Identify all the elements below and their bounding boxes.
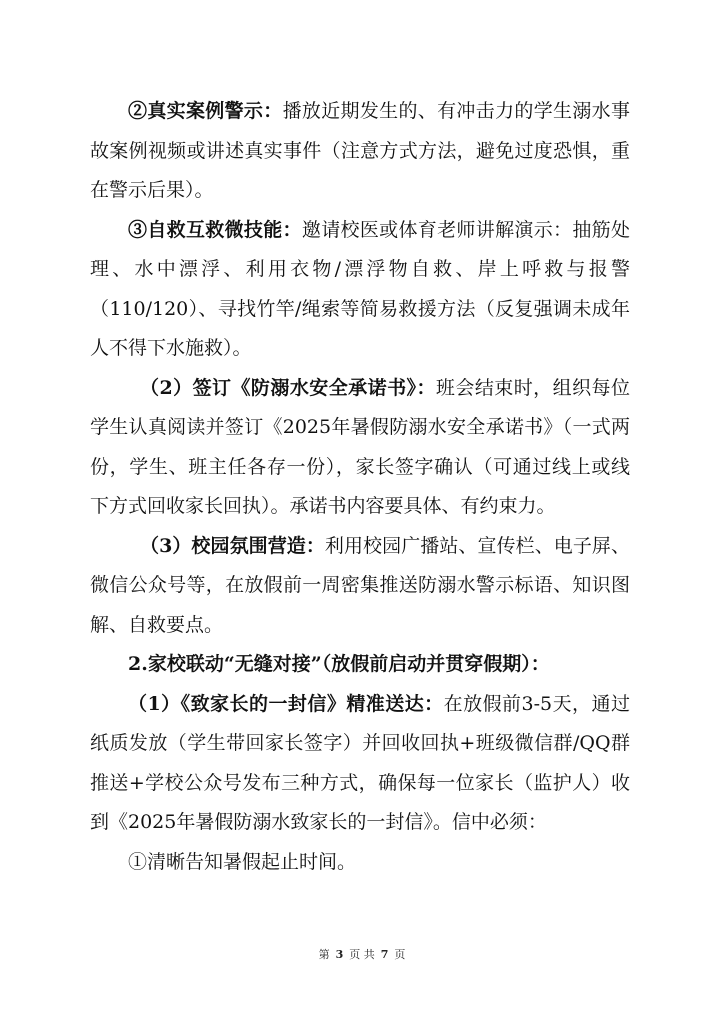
section-heading: 2.家校联动“无缝对接”（放假前启动并贯穿假期）： (128, 653, 550, 675)
paragraph-lead: （3）校园氛围营造： (140, 534, 325, 557)
paragraph-body: 班会结束时，组织每位学生认真阅读并签订《2025年暑假防溺水安全承诺书》（一式两份，学生、班主任各存一份），家长签字确认（可通过线上或线下方式回收家长回执）。承诺书内容要具体、有约束力。 (90, 376, 630, 517)
paragraph-item-vacation-dates (90, 843, 630, 883)
page-footer (0, 946, 724, 962)
paragraph-parent-letter (90, 685, 630, 843)
paragraph-lead: （2）签订《防溺水安全承诺书》： (140, 376, 436, 399)
paragraph-body: ①清晰告知暑假起止时间。 (128, 850, 357, 873)
document-page (90, 92, 630, 882)
paragraph-lead: （1）《致家长的一封信》精准送达： (128, 692, 444, 715)
paragraph-body: 播放近期发生的、有冲击力的学生溺水事故案例视频或讲述真实事件（注意方式方法，避免过度恐惧，重在警示后果）。 (90, 100, 630, 201)
paragraph-case-warning (90, 92, 630, 211)
paragraph-campus-atmosphere (90, 527, 630, 646)
paragraph-body: 利用校园广播站、宣传栏、电子屏、微信公众号等，在放假前一周密集推送防溺水警示标语、知识图解、自救要点。 (90, 534, 630, 636)
paragraph-lead: ②真实案例警示： (128, 100, 283, 122)
section-heading-home-school (90, 645, 630, 685)
paragraph-lead: ③自救互救微技能： (128, 218, 302, 241)
paragraph-pledge (90, 369, 630, 527)
footer-prefix: 第 (318, 948, 330, 961)
paragraph-body: 在放假前3-5天，通过纸质发放（学生带回家长签字）并回收回执+班级微信群/QQ群推送+学校公众号发布三种方式，确保每一位家长（监护人）收到《2025年暑假防溺水致家长的一封信》。信中必须： (90, 692, 630, 833)
paragraph-body: 邀请校医或体育老师讲解演示：抽筋处理、水中漂浮、利用衣物/漂浮物自救、岸上呼救与报警（110/120）、寻找竹竿/绳索等简易救援方法（反复强调未成年人不得下水施救）。 (90, 218, 630, 359)
current-page-number: 3 (335, 948, 344, 961)
footer-middle: 页 共 (349, 948, 375, 961)
footer-suffix: 页 (394, 948, 406, 961)
total-page-count: 7 (380, 948, 389, 961)
paragraph-self-rescue (90, 211, 630, 369)
